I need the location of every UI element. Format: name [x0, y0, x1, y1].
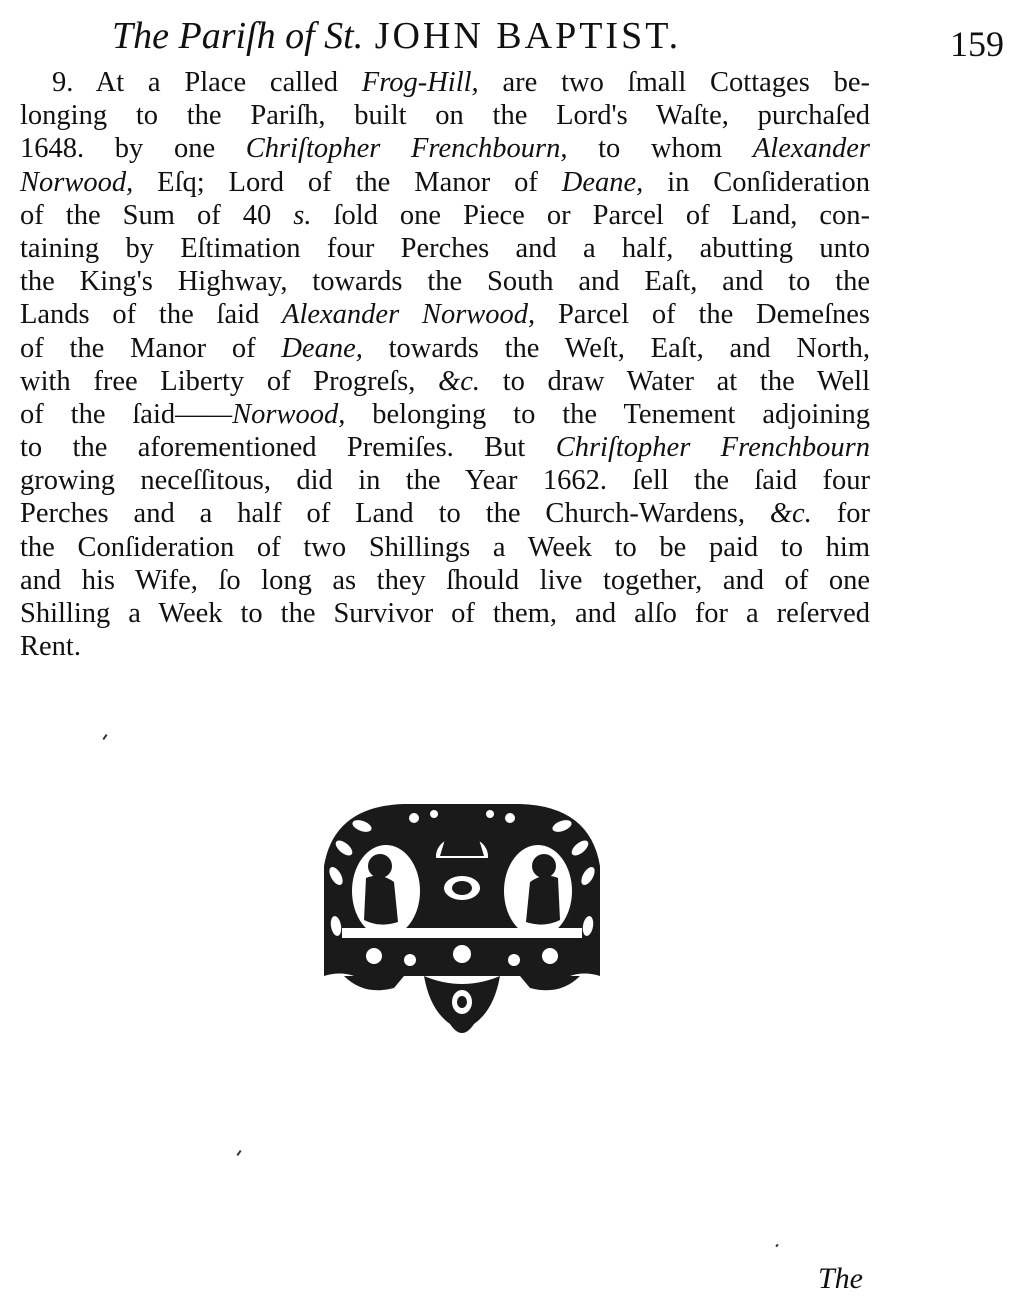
paragraph-body: [20, 66, 870, 663]
text-run: taining by Eſtimation four Perches and a half, abutting unto: [20, 232, 870, 264]
italic-run: Chriſtopher Frenchbourn,: [245, 133, 568, 165]
text-line: [20, 66, 870, 99]
text-run: of the Manor of: [20, 332, 282, 364]
text-run: to the aforementioned Premiſes. But: [20, 432, 556, 464]
text-line: [20, 265, 870, 298]
text-line: [20, 99, 870, 132]
text-line: [20, 497, 870, 530]
running-head-italic: The Pariſh of St.: [112, 15, 364, 57]
text-line: [20, 132, 870, 165]
text-line: [20, 232, 870, 265]
catchword: The: [818, 1262, 863, 1295]
text-line: [20, 531, 870, 564]
text-line: [20, 431, 870, 464]
italic-run: Norwood,: [232, 398, 346, 430]
running-head: [112, 14, 812, 59]
page-number: 159: [950, 24, 1004, 64]
italic-run: &c.: [769, 498, 812, 530]
text-run: of the ſaid——: [20, 398, 233, 430]
italic-run: Alexander: [752, 133, 871, 165]
text-run: ſold one Piece or Parcel of Land, con-: [311, 199, 870, 231]
italic-run: Deane,: [561, 166, 644, 198]
italic-run: Alexander Norwood,: [282, 299, 536, 331]
italic-run: Frog-Hill,: [361, 67, 479, 98]
text-line: [20, 597, 870, 630]
text-run: Parcel of the Demeſnes: [535, 299, 870, 331]
text-line: [20, 166, 870, 199]
text-run: to whom: [567, 133, 753, 165]
text-line: [20, 398, 870, 431]
ink-speck: [775, 1244, 778, 1248]
text-line: [20, 564, 870, 597]
italic-run: s.: [293, 199, 312, 231]
text-line: [20, 199, 870, 232]
text-run: growing neceſſitous, did in the Year 1662. ſell the ſaid four: [20, 465, 870, 497]
italic-run: Chriſtopher Frenchbourn: [555, 432, 870, 464]
text-run: the King's Highway, towards the South and Eaſt, and to the: [20, 266, 870, 298]
text-run: are two ſmall Cottages be-: [478, 67, 870, 98]
text-run: Lands of the ſaid: [20, 299, 283, 331]
text-run: Eſq; Lord of the Manor of: [133, 166, 562, 198]
ink-speck: [102, 734, 107, 740]
text-line: [20, 464, 870, 497]
text-run: Shilling a Week to the Survivor of them, and alſo for a reſerved: [20, 598, 870, 629]
text-run: longing to the Pariſh, built on the Lord's Waſte, purchaſed: [20, 100, 870, 132]
text-run: Perches and a half of Land to the Church-Wardens,: [20, 498, 770, 530]
text-run: of the Sum of 40: [20, 199, 294, 231]
italic-run: &c.: [438, 365, 481, 397]
italic-run: Deane,: [281, 332, 363, 364]
running-head-caps: JOHN BAPTIST.: [374, 15, 682, 57]
italic-run: Norwood,: [20, 166, 134, 198]
text-run: in Conſideration: [643, 166, 870, 198]
text-line: [20, 332, 870, 365]
text-run: to draw Water at the Well: [480, 365, 870, 397]
text-run: Rent.: [20, 631, 81, 663]
text-line: [20, 630, 870, 663]
text-run: and his Wife, ſo long as they ſhould live together, and of one: [20, 564, 870, 596]
text-run: for: [811, 498, 871, 530]
text-run: towards the Weſt, Eaſt, and North,: [362, 332, 870, 364]
text-run: with free Liberty of Progreſs,: [20, 365, 439, 397]
text-line: [20, 298, 870, 331]
text-run: 9. At a Place called: [52, 67, 362, 98]
text-line: [20, 365, 870, 398]
text-run: 1648. by one: [20, 133, 246, 165]
text-run: belonging to the Tenement adjoining: [345, 398, 870, 430]
ink-speck: [236, 1150, 241, 1156]
text-run: the Conſideration of two Shillings a Week to be paid to him: [20, 531, 870, 563]
tailpiece-ornament-icon: [314, 796, 610, 1042]
